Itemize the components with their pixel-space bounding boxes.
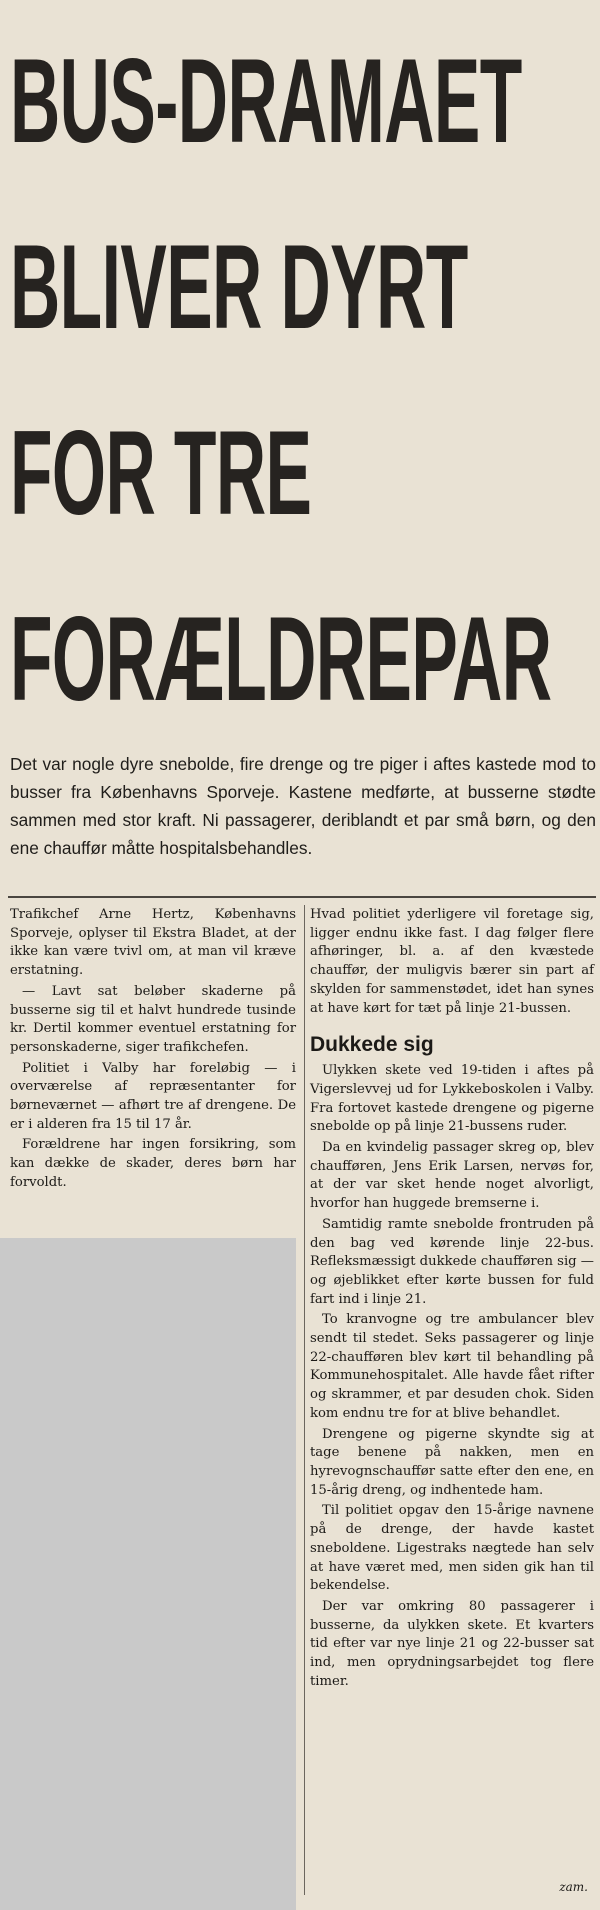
author-signature: zam.	[559, 1880, 588, 1894]
headline-line-3: FOR TRE	[10, 406, 312, 540]
lead-paragraph: Det var nogle dyre snebolde, fire drenge og tre piger i aftes kastede mod to busser fra Københavns Sporveje. Kastene medførte, at busserne stødte sammen med stor kraft. Ni passagerer, deriblandt et par små børn, og den ene chauffør måtte hospitalsbehandles.	[10, 754, 596, 858]
right-column	[310, 906, 594, 1693]
paragraph: Da en kvindelig passager skreg op, blev chaufføren, Jens Erik Larsen, nervøs for, at der var sket hende noget alvorligt, hvorfor han huggede bremserne i.	[310, 1140, 594, 1212]
paragraph: — Lavt sat beløber skaderne på busserne sig til et halvt hundrede tusinde kr. Dertil kommer eventuel erstatning for personskaderne, siger trafikchefen.	[10, 983, 296, 1055]
headline-line-4: FORÆLDREPAR	[10, 592, 552, 726]
paragraph: Ulykken skete ved 19-tiden i aftes på Vigerslevvej ud for Lykkeboskolen i Valby. Fra fortovet kastede drengene og pigerne snebolde op på linje 21-bussens ruder.	[310, 1063, 594, 1135]
column-rule	[8, 896, 596, 898]
paragraph: Drengene og pigerne skyndte sig at tage benene på nakken, men en hyrevognschauffør satte efter den ene, en 15-årig dreng, og indhentede ham.	[310, 1426, 594, 1498]
column-divider	[304, 905, 305, 1895]
paragraph: Trafikchef Arne Hertz, Københavns Sporveje, oplyser til Ekstra Bladet, at der ikke kan være tvivl om, at man vil kræve erstatning.	[10, 907, 296, 979]
paragraph: To kranvogne og tre ambulancer blev sendt til stedet. Seks passagerer og linje 22-chaufføren blev kørt til behandling på Kommunehospitalet. Alle havde fået rifter og skrammer, et par desuden chok. Siden kom endnu tre for at blive behandlet.	[310, 1312, 594, 1421]
subheading: Dukkede sig	[310, 1033, 434, 1057]
paragraph: Hvad politiet yderligere vil foretage sig, ligger endnu ikke fast. I dag følger flere afhøringer, bl. a. af den kvæstede chauffør, der muligvis bærer sin part af skylden for sammenstødet, idet han synes at have kørt for tæt på linje 21-bussen.	[310, 907, 594, 1016]
paragraph: Til politiet opgav den 15-årige navnene på de drenge, der havde kastet sneboldene. Ligestraks nægtede han selv at have været med, men siden gik han til bekendelse.	[310, 1503, 594, 1594]
paragraph: Samtidig ramte snebolde frontruden på den bag ved kørende linje 22-bus. Refleksmæssigt dukkede chaufføren sig — og øjeblikket efter kørte bussen for fuld fart ind i linje 21.	[310, 1216, 594, 1307]
headline-line-1: BUS-DRAMAET	[10, 34, 522, 168]
headline-line-2: BLIVER DYRT	[10, 220, 468, 354]
paragraph: Forældrene har ingen forsikring, som kan dække de skader, deres børn har forvoldt.	[10, 1137, 296, 1190]
left-column	[10, 906, 296, 1195]
headline	[10, 8, 595, 752]
paragraph: Politiet i Valby har foreløbig — i overværelse af repræsentanter for børneværnet — afhørt tre af drengene. De er i alderen fra 15 til 17 år.	[10, 1060, 296, 1132]
paragraph: Der var omkring 80 passagerer i busserne, da ulykken skete. Et kvarters tid efter var nye linje 21 og 22-busser sat ind, men oprydningsarbejdet tog flere timer.	[310, 1598, 594, 1689]
